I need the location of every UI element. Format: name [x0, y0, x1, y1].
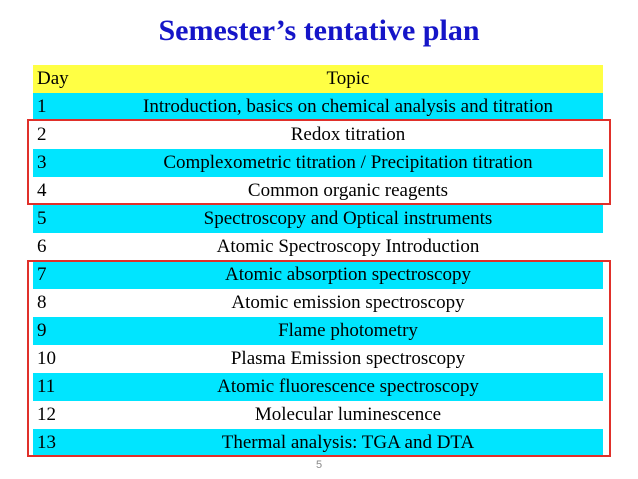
row-day: 8 — [37, 292, 47, 313]
table-row — [33, 93, 603, 121]
table-row — [33, 121, 603, 149]
table-row — [33, 429, 603, 457]
row-day: 10 — [37, 348, 56, 369]
table-row — [33, 345, 603, 373]
plan-table — [33, 65, 603, 457]
row-day: 11 — [37, 376, 56, 397]
row-day: 9 — [37, 320, 47, 341]
row-topic: Complexometric titration / Precipitation titration — [163, 152, 533, 173]
table-row — [33, 289, 603, 317]
row-topic: Atomic absorption spectroscopy — [225, 264, 471, 285]
row-topic: Thermal analysis: TGA and DTA — [221, 432, 475, 453]
page-number: 5 — [315, 459, 323, 471]
row-day: 12 — [37, 404, 56, 425]
row-day: 1 — [37, 96, 47, 117]
row-topic: Flame photometry — [278, 320, 418, 341]
row-topic: Atomic emission spectroscopy — [231, 292, 465, 313]
table-row — [33, 401, 603, 429]
table-row — [33, 261, 603, 289]
table-row — [33, 177, 603, 205]
slide-title: Semester’s tentative plan — [158, 14, 480, 47]
row-day: 4 — [37, 180, 47, 201]
table-row — [33, 317, 603, 345]
row-day: 5 — [37, 208, 47, 229]
header-day: Day — [37, 68, 69, 89]
header-topic: Topic — [326, 68, 370, 89]
table-row — [33, 373, 603, 401]
row-day: 6 — [37, 236, 47, 257]
row-topic: Spectroscopy and Optical instruments — [203, 208, 493, 229]
row-topic: Common organic reagents — [247, 180, 449, 201]
row-day: 7 — [37, 264, 47, 285]
table-row — [33, 233, 603, 261]
row-topic: Introduction, basics on chemical analysis and titration — [143, 96, 553, 117]
row-topic: Molecular luminescence — [254, 404, 442, 425]
row-topic: Atomic fluorescence spectroscopy — [217, 376, 479, 397]
row-day: 3 — [37, 152, 47, 173]
row-day: 13 — [37, 432, 56, 453]
row-day: 2 — [37, 124, 47, 145]
table-row — [33, 205, 603, 233]
row-topic: Plasma Emission spectroscopy — [230, 348, 466, 369]
table-row — [33, 149, 603, 177]
row-topic: Atomic Spectroscopy Introduction — [216, 236, 480, 257]
row-topic: Redox titration — [290, 124, 406, 145]
table-header-row — [33, 65, 603, 93]
